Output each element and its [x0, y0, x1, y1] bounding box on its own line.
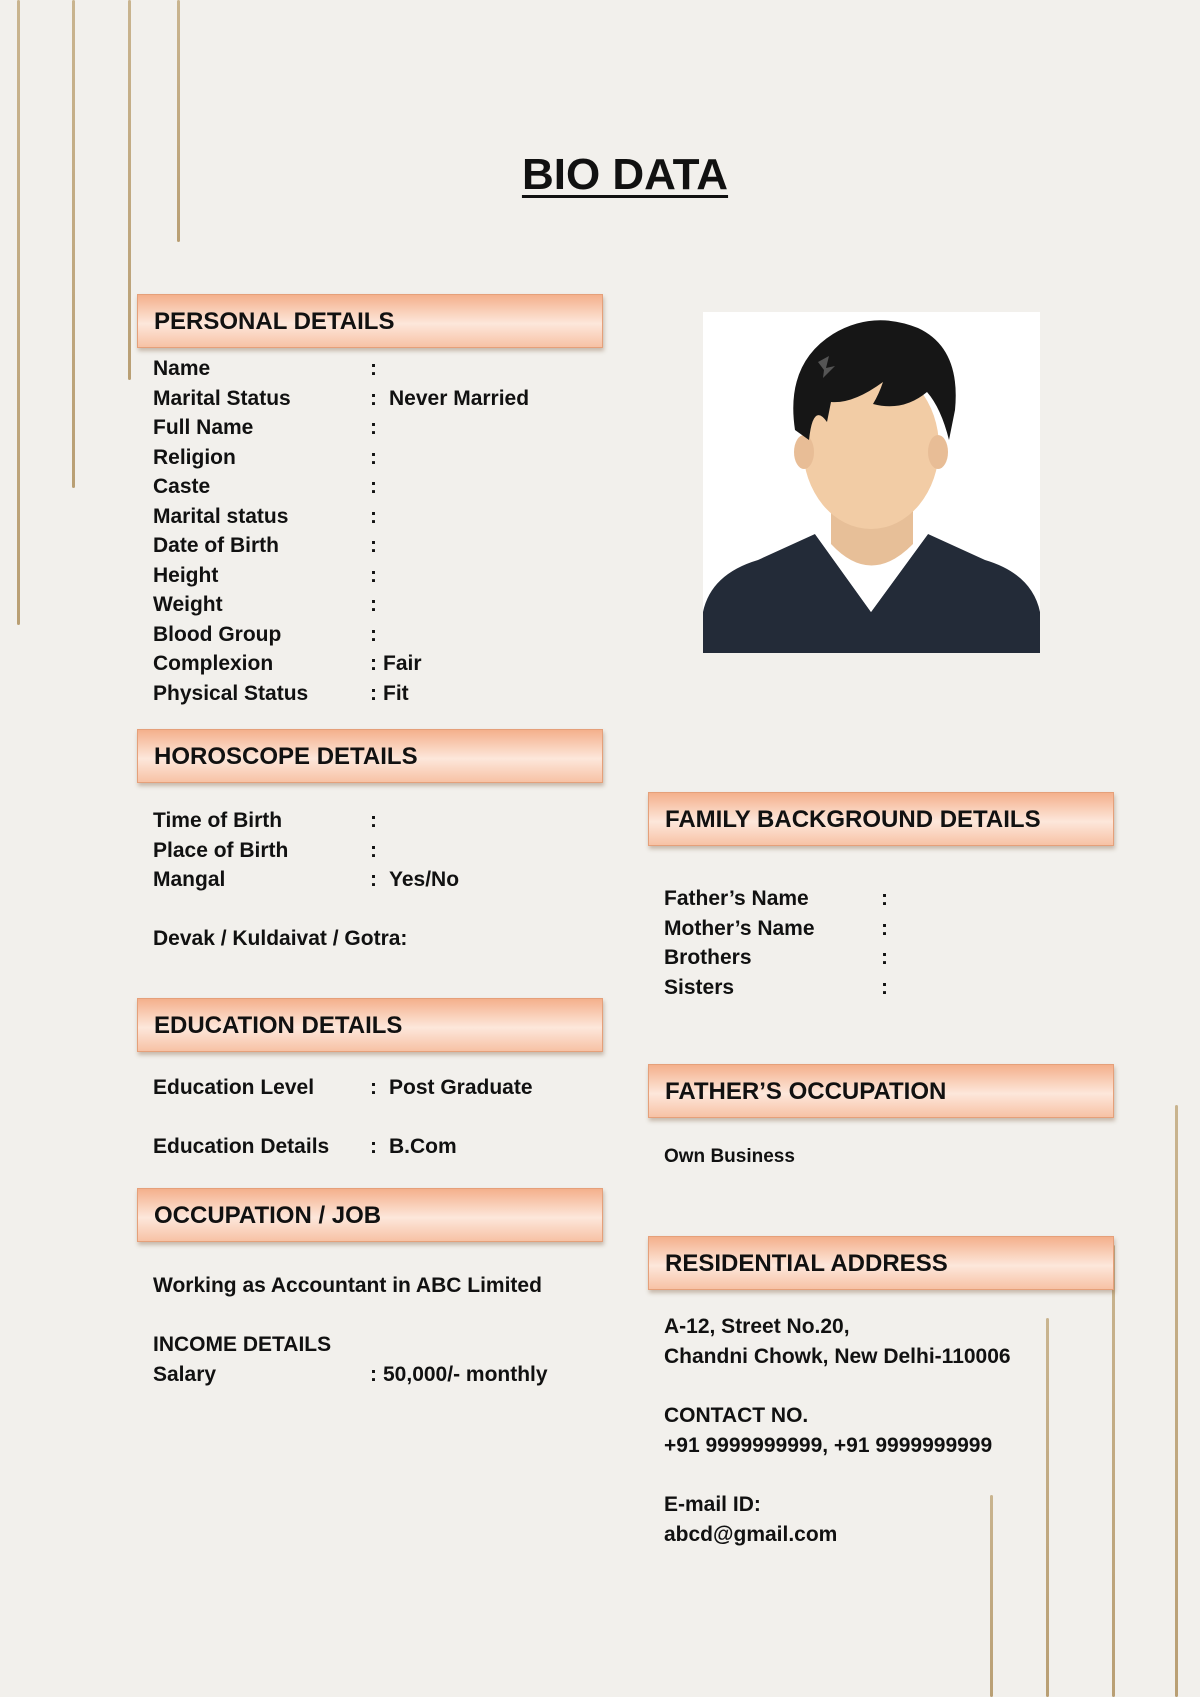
detail-separator: : — [370, 868, 377, 891]
detail-label: Father’s Name — [664, 887, 809, 910]
contact-heading: CONTACT NO. — [664, 1404, 809, 1427]
detail-separator: : — [370, 838, 377, 862]
detail-value: Fair — [383, 652, 422, 675]
detail-separator: : — [881, 946, 888, 969]
decorative-line — [1175, 1105, 1178, 1697]
detail-row — [153, 354, 593, 384]
detail-label: Place of Birth — [153, 838, 289, 862]
education-level-label: Education Level — [153, 1076, 315, 1099]
personal-details-list — [153, 354, 593, 708]
detail-separator: : — [881, 975, 888, 999]
detail-label: Brothers — [664, 946, 752, 969]
detail-label: Blood Group — [153, 622, 282, 646]
detail-row — [153, 384, 593, 414]
detail-row — [664, 943, 1104, 973]
detail-row — [153, 806, 593, 836]
detail-separator: : — [370, 563, 377, 587]
detail-row — [153, 620, 593, 650]
detail-label: Name — [153, 357, 211, 380]
detail-separator: : — [370, 416, 377, 439]
family-background-header: FAMILY BACKGROUND DETAILS — [648, 792, 1114, 846]
detail-label: Height — [153, 563, 219, 587]
detail-separator: : — [370, 445, 377, 469]
detail-row — [153, 649, 593, 679]
salary-label: Salary — [153, 1363, 217, 1386]
detail-label: Mother’s Name — [664, 916, 815, 940]
detail-separator: : — [370, 504, 377, 528]
detail-separator: : — [881, 916, 888, 940]
salary-sep: : — [370, 1363, 377, 1386]
detail-row — [153, 865, 593, 895]
detail-separator: : — [370, 475, 377, 498]
detail-row — [153, 836, 593, 866]
person-avatar-icon — [703, 312, 1040, 653]
detail-row — [664, 884, 1104, 914]
detail-separator: : — [370, 622, 377, 646]
detail-value: Yes/No — [389, 868, 460, 891]
detail-value: Never Married — [389, 386, 530, 410]
detail-row — [664, 914, 1104, 944]
education-details-label: Education Details — [153, 1135, 330, 1158]
residential-address-header: RESIDENTIAL ADDRESS — [648, 1236, 1114, 1290]
education-level-sep: : — [370, 1076, 377, 1099]
detail-label: Mangal — [153, 868, 226, 891]
family-details-list — [664, 884, 1104, 1002]
detail-separator: : — [370, 809, 377, 832]
detail-row — [153, 413, 593, 443]
profile-photo — [703, 312, 1040, 653]
father-occupation-header: FATHER’S OCCUPATION — [648, 1064, 1114, 1118]
detail-separator: : — [370, 593, 377, 616]
detail-row — [153, 679, 593, 709]
detail-label: Sisters — [664, 975, 735, 999]
education-details-header: EDUCATION DETAILS — [137, 998, 603, 1052]
detail-label: Time of Birth — [153, 809, 283, 832]
detail-label: Marital status — [153, 504, 289, 528]
detail-separator: : — [370, 681, 377, 705]
detail-row — [153, 561, 593, 591]
contact-value: +91 9999999999, +91 9999999999 — [664, 1434, 993, 1457]
detail-label: Physical Status — [153, 681, 309, 705]
detail-label: Full Name — [153, 416, 254, 439]
detail-row — [153, 590, 593, 620]
email-heading: E-mail ID: — [664, 1493, 761, 1516]
income-heading: INCOME DETAILS — [153, 1333, 332, 1356]
email-value: abcd@gmail.com — [664, 1523, 838, 1546]
address-line-2: Chandni Chowk, New Delhi-110006 — [664, 1345, 1011, 1368]
detail-row — [153, 531, 593, 561]
detail-label: Caste — [153, 475, 211, 498]
salary-value: 50,000/- monthly — [383, 1363, 548, 1386]
detail-label: Marital Status — [153, 386, 291, 410]
detail-separator: : — [881, 887, 888, 910]
education-details-value: B.Com — [389, 1135, 457, 1158]
detail-separator: : — [370, 534, 377, 557]
gotra-label: Devak / Kuldaivat / Gotra: — [153, 927, 408, 950]
personal-details-header: PERSONAL DETAILS — [137, 294, 603, 348]
detail-row — [153, 443, 593, 473]
detail-row — [153, 502, 593, 532]
education-details-sep: : — [370, 1135, 377, 1158]
decorative-line — [72, 0, 75, 488]
detail-row — [153, 472, 593, 502]
detail-value: Fit — [383, 681, 409, 705]
father-occupation-text: Own Business — [664, 1146, 795, 1167]
detail-label: Date of Birth — [153, 534, 279, 557]
address-line-1: A-12, Street No.20, — [664, 1315, 850, 1338]
decorative-line — [1046, 1318, 1049, 1697]
decorative-line — [177, 0, 180, 242]
decorative-line — [990, 1495, 993, 1697]
horoscope-details-list — [153, 806, 593, 895]
detail-label: Religion — [153, 445, 236, 469]
education-level-value: Post Graduate — [389, 1076, 533, 1099]
decorative-line — [17, 0, 20, 625]
decorative-line — [1112, 1245, 1115, 1697]
detail-separator: : — [370, 386, 377, 410]
page-title: BIO DATA — [521, 150, 729, 199]
detail-label: Complexion — [153, 652, 274, 675]
detail-separator: : — [370, 357, 377, 380]
horoscope-details-header: HOROSCOPE DETAILS — [137, 729, 603, 783]
occupation-text: Working as Accountant in ABC Limited — [153, 1274, 542, 1297]
detail-row — [664, 973, 1104, 1003]
occupation-header: OCCUPATION / JOB — [137, 1188, 603, 1242]
detail-label: Weight — [153, 593, 223, 616]
detail-separator: : — [370, 652, 377, 675]
